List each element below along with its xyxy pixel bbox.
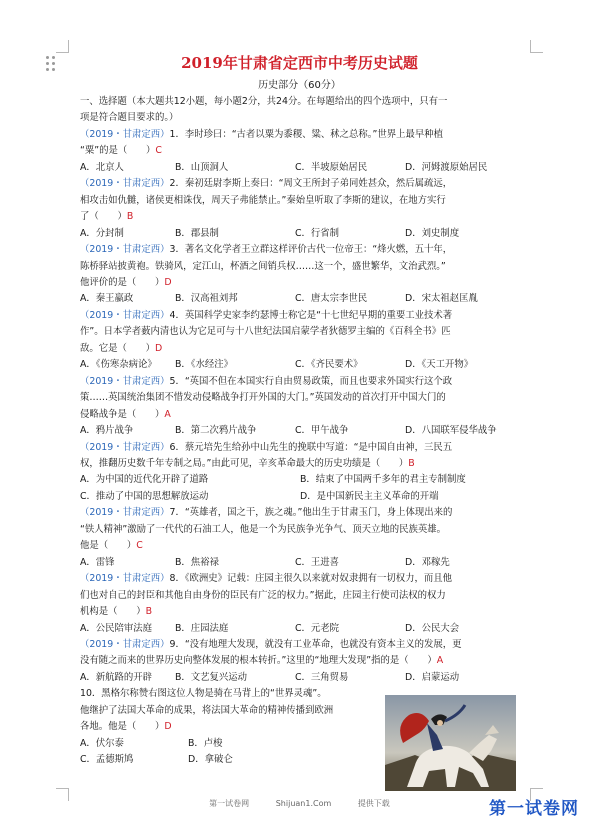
option: D．是中国新民主主义革命的开端: [300, 490, 439, 502]
question-list: [80, 94, 524, 769]
question-1: [80, 127, 524, 176]
question-line: 相攻击如仇雠，诸侯更相诛伐，周天子弗能禁止。”秦始皇听取了李斯的建议，在地方实行: [80, 194, 446, 206]
options-row: [80, 357, 524, 373]
question-line: 侵略战争是（ ）A: [80, 408, 171, 420]
options-row: [80, 160, 524, 176]
question-6: [80, 440, 524, 506]
question-line: 策……英国统治集团不惜发动侵略战争打开外国的大门。”英国发动的首次打开中国大门的: [80, 392, 446, 404]
option: B．山顶洞人: [175, 161, 229, 173]
section-subtitle: 历史部分（60分）: [258, 80, 341, 91]
napoleon-painting: [385, 695, 516, 791]
question-line: 陈桥驿站披黄袍。铁骑风，定江山，杯酒之间销兵权……这一个，盛世繁华，文治武烈。”: [80, 260, 446, 272]
source-tag: （2019・甘肃定西）: [80, 178, 170, 190]
question-line: （2019・甘肃定西）3．著名文化学者王立群这样评价古代一位帝王：“烽火燃，五十年，: [80, 244, 453, 256]
option: C．元老院: [295, 622, 340, 634]
question-line: （2019・甘肃定西）7．“英雄者，国之干，族之魂。”他出生于甘肃玉门，身上体现出来的: [80, 507, 453, 519]
option: A．雷锋: [80, 556, 115, 568]
question-line: （2019・甘肃定西）5．“英国不但在本国实行自由贸易政策，而且也要求外国实行这个政: [80, 375, 453, 387]
option: B．卢梭: [188, 737, 223, 749]
option: D．刘史制度: [405, 227, 460, 239]
option: C．甲午战争: [295, 425, 349, 437]
site-watermark-logo: 第一试卷网: [489, 799, 579, 819]
option: A．北京人: [80, 161, 124, 173]
question-9: [80, 637, 524, 686]
option: D．公民大会: [405, 622, 460, 634]
answer-mark: B: [126, 211, 134, 223]
question-line: 权，推翻历史数千年专制之局。”由此可见，辛亥革命最大的历史功绩是（ ）B: [80, 457, 415, 469]
source-tag: （2019・甘肃定西）: [80, 573, 170, 585]
options-row: [80, 489, 524, 505]
source-tag: （2019・甘肃定西）: [80, 638, 170, 650]
option: D．邓稼先: [405, 556, 450, 568]
question-line: （2019・甘肃定西）4．英国科学史家李约瑟博士称它是“十七世纪早期的重要工业技术著: [80, 309, 453, 321]
source-tag: （2019・甘肃定西）: [80, 375, 170, 387]
option: A．《伤寒杂病论》: [80, 359, 157, 371]
question-line: 他评价的是（ ）D: [80, 276, 172, 288]
section-heading: 一、选择题（本大题共12小题，每小题2分，共24分。在每题给出的四个选项中，只有一: [80, 96, 448, 107]
options-row: [80, 621, 524, 637]
answer-mark: B: [145, 606, 153, 618]
question-line: （2019・甘肃定西）1．李时珍曰：“古者以粟为黍稷、粱、秫之总称。”世界上最早种植: [80, 128, 443, 140]
question-line: 机构是（ ）B: [80, 606, 153, 618]
question-5: [80, 374, 524, 440]
question-line: 他是（ ）C: [80, 540, 143, 552]
napoleon-on-horse-image: [385, 695, 516, 791]
option: A．新航路的开辟: [80, 671, 153, 683]
footer-download-text: 提供下载: [357, 799, 390, 808]
question-3: [80, 242, 524, 308]
question-line: 了（ ）B: [80, 211, 134, 223]
options-row: [80, 670, 524, 686]
option: D．河姆渡原始居民: [405, 161, 488, 173]
options-row: [80, 423, 524, 439]
option: A．鸦片战争: [80, 425, 134, 437]
option: B．焦裕禄: [175, 556, 219, 568]
footer-site-name: 第一试卷网: [209, 799, 250, 808]
question-8: [80, 571, 524, 637]
option: D．启蒙运动: [405, 671, 460, 683]
question-line: “粟”的是（ ）C: [80, 145, 162, 157]
source-tag: （2019・甘肃定西）: [80, 441, 170, 453]
option: C．推动了中国的思想解放运动: [80, 490, 209, 502]
option: A．为中国的近代化开辟了道路: [80, 474, 209, 486]
option: A．伏尔泰: [80, 737, 124, 749]
source-tag: （2019・甘肃定西）: [80, 128, 170, 140]
options-row: [80, 226, 524, 242]
answer-mark: D: [164, 721, 172, 733]
answer-mark: B: [408, 457, 415, 469]
options-row: [80, 555, 524, 571]
question-line: 们也对自己的封臣和其他自由身份的臣民有广泛的权力。”据此，庄园主行使司法权的权力: [80, 589, 446, 601]
option: D．宋太祖赵匡胤: [405, 293, 478, 305]
option: C．《齐民要术》: [295, 359, 363, 371]
answer-mark: A: [164, 408, 171, 420]
question-line: 他继护了法国大革命的成果，将法国大革命的精神传播到欧洲: [80, 704, 334, 716]
answer-mark: D: [164, 276, 172, 288]
question-line: 没有随之而来的世界历史向整体发展的根本转折。”这里的“地理大发现”指的是（ ）A: [80, 655, 444, 667]
answer-mark: A: [436, 655, 444, 667]
question-line: 作”。日本学者薮内清也认为它足可与十八世纪法国启蒙学者狄德罗主编的《百科全书》匹: [80, 326, 451, 338]
option: A．公民陪审法庭: [80, 622, 153, 634]
question-line: （2019・甘肃定西）8．《欧洲史》记载：庄园主很久以来就对奴隶拥有一切权力，而且他: [80, 573, 453, 585]
options-row: [80, 472, 524, 488]
option: D．八国联军侵华战争: [405, 425, 497, 437]
question-4: [80, 308, 524, 374]
answer-mark: D: [155, 342, 163, 354]
option: C．行省制: [295, 227, 340, 239]
option: C．孟德斯鸠: [80, 754, 134, 766]
option: D．《天工开物》: [405, 359, 474, 371]
question-line: 各地。他是（ ）D: [80, 721, 172, 733]
option: B．郡县制: [175, 227, 219, 239]
option: C．三角贸易: [295, 671, 349, 683]
option: A．分封制: [80, 227, 124, 239]
question-line: 10．黑格尔称赞右图这位人物是骑在马背上的“世界灵魂”。: [80, 688, 327, 700]
answer-mark: C: [136, 540, 143, 552]
source-tag: （2019・甘肃定西）: [80, 309, 170, 321]
option: B．《水经注》: [175, 359, 233, 371]
question-2: [80, 176, 524, 242]
option: B．汉高祖刘邦: [175, 293, 238, 305]
footer-site-url[interactable]: Shijuan1.Com: [275, 799, 332, 808]
question-line: 敌。它是（ ）D: [80, 342, 163, 354]
source-tag: （2019・甘肃定西）: [80, 244, 170, 256]
answer-mark: C: [155, 145, 162, 157]
question-line: （2019・甘肃定西）9．“没有地理大发现，就没有工业革命，也就没有资本主义的发展，更: [80, 638, 462, 650]
options-row: [80, 291, 524, 307]
option: C．王进喜: [295, 556, 340, 568]
question-7: [80, 505, 524, 571]
questions: [80, 127, 524, 686]
section-heading: 项是符合题目要求的。）: [80, 112, 179, 124]
option: B．庄园法庭: [175, 622, 229, 634]
option: C．唐太宗李世民: [295, 293, 368, 305]
question-line: （2019・甘肃定西）2．秦初廷尉李斯上奏曰：“周文王所封子弟同姓甚众，然后属疏远，: [80, 178, 453, 190]
question-line: （2019・甘肃定西）6．蔡元培先生给孙中山先生的挽联中写道：“是中国自由神，三民五: [80, 441, 453, 453]
option: C．半坡原始居民: [295, 161, 368, 173]
source-tag: （2019・甘肃定西）: [80, 507, 170, 519]
option: A．秦王嬴政: [80, 293, 134, 305]
question-line: “铁人精神”激励了一代代的石油工人，他是一个为民族争光争气、顶天立地的民族英雄。: [80, 523, 446, 535]
option: B．结束了中国两千多年的君主专制制度: [300, 474, 466, 486]
option: B．文艺复兴运动: [175, 671, 248, 683]
option: B．第二次鸦片战争: [175, 425, 257, 437]
page-title: 2019年甘肃省定西市中考历史试题: [181, 54, 418, 72]
option: D．拿破仑: [188, 754, 233, 766]
